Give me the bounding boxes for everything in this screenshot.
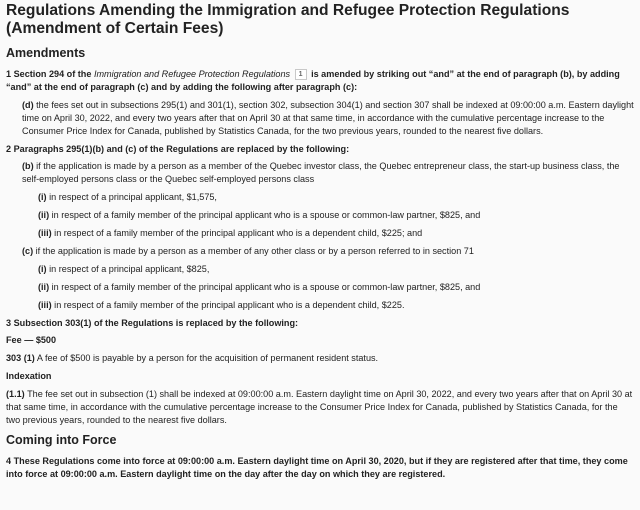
section-303-text: A fee of $500 is payable by a person for the acquisition of permanent resident status. [36,353,379,364]
subparagraph-text: in respect of a family member of the principal applicant who is a spouse or common-law partner, $825, and [51,281,481,292]
section-3 [6,317,634,330]
subparagraph-text: in respect of a family member of the principal applicant who is a dependent child, $225; and [54,228,423,239]
subparagraph-label: (ii) [38,281,50,292]
section-303-label: 303 (1) [6,353,35,364]
subparagraph-label: (iii) [38,299,52,310]
section-1 [6,68,634,94]
subparagraph-b-i [38,191,634,204]
page-title: Regulations Amending the Immigration and Refugee Protection Regulations (Amendment of Certain Fees) [6,2,570,37]
subparagraph-label: (i) [38,263,47,274]
subparagraph-text: in respect of a principal applicant, $825, [49,263,210,274]
paragraph-b-label: (b) [22,161,34,172]
regulation-title: Immigration and Refugee Protection Regulations [93,68,291,79]
section-2-text: Paragraphs 295(1)(b) and (c) of the Regulations are replaced by the following: [13,143,350,154]
subparagraph-label: (iii) [38,228,52,239]
indexation-heading: Indexation [6,371,52,382]
paragraph-d-label: (d) [22,99,34,110]
section-1-post: is amended by striking out “and” at the end of paragraph (b), by adding “and” at the end of paragraph (c) and by adding the following after paragraph (c): [6,68,620,92]
paragraph-d [22,99,634,138]
subparagraph-b-ii [38,209,634,222]
section-3-number: 3 [6,317,12,328]
subparagraph-b-iii [38,227,634,240]
subparagraph-label: (i) [38,192,47,203]
paragraph-c [22,245,634,258]
subsection-1-1-text: The fee set out in subsection (1) shall be indexed at 09:00:00 a.m. Eastern daylight time on April 30, 2022, and every two years after that on April 30 at that same time, in accordance with the cumulative percentage increase to the Consumer Price Index for Canada, published by Statistics Canada, for the two previous years, rounded to the nearest five dollars. [6,389,633,425]
subparagraph-c-i [38,263,634,276]
coming-into-force-heading: Coming into Force [6,432,117,447]
subparagraph-c-iii [38,299,634,312]
section-1-pre: Section 294 of the [13,68,92,79]
section-2 [6,143,634,156]
subparagraph-c-ii [38,281,634,294]
subparagraph-text: in respect of a family member of the principal applicant who is a spouse or common-law partner, $825, and [51,210,481,221]
section-4 [6,455,634,481]
paragraph-c-text: if the application is made by a person as a member of any other class or by a person referred to in section 71 [35,245,474,256]
section-3-text: Subsection 303(1) of the Regulations is replaced by the following: [13,317,299,328]
paragraph-b [22,160,634,186]
footnote-link[interactable]: 1 [295,69,307,80]
section-1-number: 1 [6,68,12,79]
section-4-number: 4 [6,455,12,466]
subparagraph-text: in respect of a family member of the principal applicant who is a dependent child, $225. [54,299,405,310]
subparagraph-label: (ii) [38,210,50,221]
subsection-1-1 [6,388,634,427]
section-303-1 [6,352,634,365]
subparagraph-text: in respect of a principal applicant, $1,575, [49,192,217,203]
fee-heading: Fee — $500 [6,335,57,346]
section-4-text: These Regulations come into force at 09:00:00 a.m. Eastern daylight time on April 30, 2020, but if they are registered after that time, they come into force at 09:00:00 a.m. Eastern daylight time on the day after the day on which they are registered. [6,455,628,479]
paragraph-b-text: if the application is made by a person as a member of the Quebec investor class, the Quebec entrepreneur class, the start-up business class, the self-employed persons class or the Quebec self-employed persons class [22,161,620,185]
paragraph-d-text: the fees set out in subsections 295(1) and 301(1), section 302, subsection 304(1) and section 307 shall be indexed at 09:00:00 a.m. Eastern daylight time on April 30, 2022, and every two years after that on April 30 at that same time, in accordance with the cumulative percentage increase to the Consumer Price Index for Canada, published by Statistics Canada, for the two previous years, rounded to the nearest five dollars. [22,99,634,136]
section-2-number: 2 [6,143,12,154]
paragraph-c-label: (c) [22,245,34,256]
subsection-1-1-label: (1.1) [6,389,25,400]
amendments-heading: Amendments [6,46,86,61]
